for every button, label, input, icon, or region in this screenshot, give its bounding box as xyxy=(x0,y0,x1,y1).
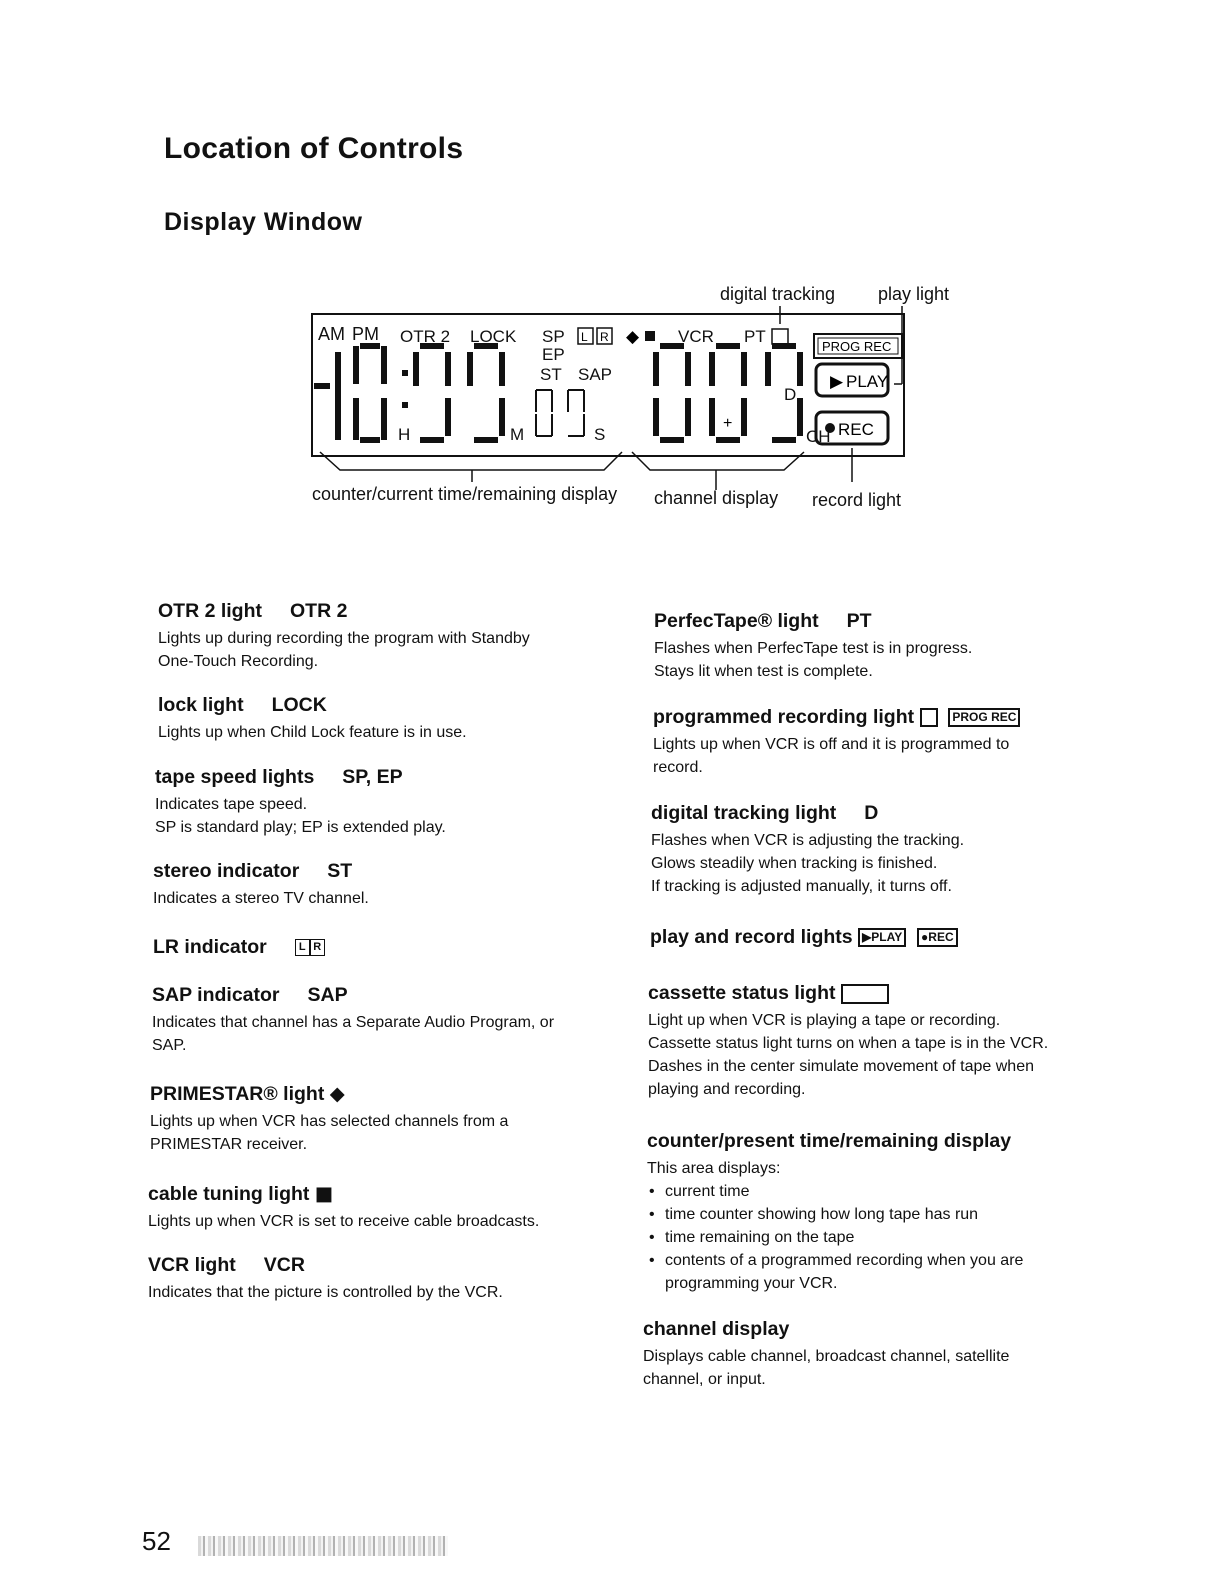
callout-channel: channel display xyxy=(654,488,779,508)
item-play-record: play and record lights ▶PLAY ●REC xyxy=(650,926,958,949)
lcd-ep: EP xyxy=(542,345,565,364)
lcd-st: ST xyxy=(540,365,562,384)
item-digital-tracking: digital tracking light D Flashes when VCR is adjusting the tracking. Glows steadily when tracking is finished. If tracking is adjusted manually, it turns off. xyxy=(651,802,965,895)
lcd-play-icon: ▶ xyxy=(830,372,844,391)
item-lr: LR indicator L R xyxy=(153,936,325,959)
lcd-rec: REC xyxy=(838,420,874,439)
callout-record-light: record light xyxy=(812,490,902,510)
item-channel-display: channel display Displays cable channel, broadcast channel, satellite channel, or input. xyxy=(643,1318,1010,1388)
lcd-r: R xyxy=(600,330,609,344)
lcd-lock: LOCK xyxy=(470,327,517,346)
item-tape-speed: tape speed lights SP, EP Indicates tape speed. SP is standard play; EP is extended play. xyxy=(155,766,446,836)
lcd-pm: PM xyxy=(352,324,379,344)
lcd-sap: SAP xyxy=(578,365,613,384)
item-cassette-status: cassette status light Light up when VCR is playing a tape or recording. Cassette status light turns on when a tape is in the VCR. Dashes in the center simulate movement of tape when playing and recording. xyxy=(648,982,1049,1098)
lcd-l: L xyxy=(581,330,588,344)
lcd-otr2: OTR 2 xyxy=(400,327,451,346)
section-title: Display Window xyxy=(164,208,363,236)
item-counter-display: counter/present time/remaining display This area displays: • current time • time counter showing how long tape has run • time remaining on the tape • contents of a programmed recording when you are programming your VCR. xyxy=(647,1130,1085,1295)
lcd-timer-icon xyxy=(772,329,788,344)
callout-play-light: play light xyxy=(878,284,950,304)
lcd-vcr: VCR xyxy=(678,327,714,346)
lcd-ch: CH xyxy=(806,427,831,446)
lcd-m: M xyxy=(510,425,525,444)
timer-icon xyxy=(920,708,938,727)
item-cable-tuning: cable tuning light ■ Lights up when VCR is set to receive cable broadcasts. xyxy=(148,1182,540,1230)
item-stereo: stereo indicator ST Indicates a stereo TV channel. xyxy=(153,860,369,907)
lcd-s: S xyxy=(594,425,606,444)
lcd-d: D xyxy=(784,385,797,404)
footer-decoration xyxy=(198,1536,448,1556)
lcd-prog-rec: PROG REC xyxy=(822,339,892,354)
cassette-icon xyxy=(841,984,889,1004)
rec-badge: ●REC xyxy=(917,928,958,947)
item-perfectape: PerfecTape® light PT Flashes when PerfecTape test is in progress. Stays lit when test is complete. xyxy=(654,610,973,680)
lcd-sp: SP xyxy=(542,327,565,346)
lcd-plus-icon: + xyxy=(723,415,733,432)
callout-counter: counter/current time/remaining display xyxy=(312,484,618,504)
lcd-primestar-icon: ◆ xyxy=(626,327,640,347)
item-primestar: PRIMESTAR® light ◆ Lights up when VCR has selected channels from a PRIMESTAR receiver. xyxy=(150,1082,509,1153)
display-window-diagram xyxy=(300,276,960,516)
lcd-cable-icon xyxy=(645,331,655,341)
prog-rec-badge: PROG REC xyxy=(948,708,1020,727)
item-otr2: OTR 2 light OTR 2 Lights up during recording the program with Standby One-Touch Recording. xyxy=(158,600,530,670)
diamond-icon: ◆ xyxy=(329,1082,345,1105)
lcd-am: AM xyxy=(318,324,345,344)
item-prog-rec: programmed recording light PROG REC Lights up when VCR is off and it is programmed to record. xyxy=(653,706,1020,779)
square-icon: ■ xyxy=(314,1182,334,1205)
item-lock: lock light LOCK Lights up when Child Lock feature is in use. xyxy=(158,694,467,741)
item-vcr: VCR light VCR Indicates that the picture is controlled by the VCR. xyxy=(148,1254,503,1301)
lcd-play: PLAY xyxy=(846,372,889,391)
page-number: 52 xyxy=(142,1526,171,1556)
item-sap: SAP indicator SAP Indicates that channel has a Separate Audio Program, or SAP. xyxy=(152,984,555,1054)
lcd-pt: PT xyxy=(744,327,766,346)
play-badge: ▶PLAY xyxy=(858,928,906,947)
page-title: Location of Controls xyxy=(164,132,464,165)
callout-digital-tracking: digital tracking xyxy=(720,284,836,304)
lcd-h: H xyxy=(398,425,411,444)
